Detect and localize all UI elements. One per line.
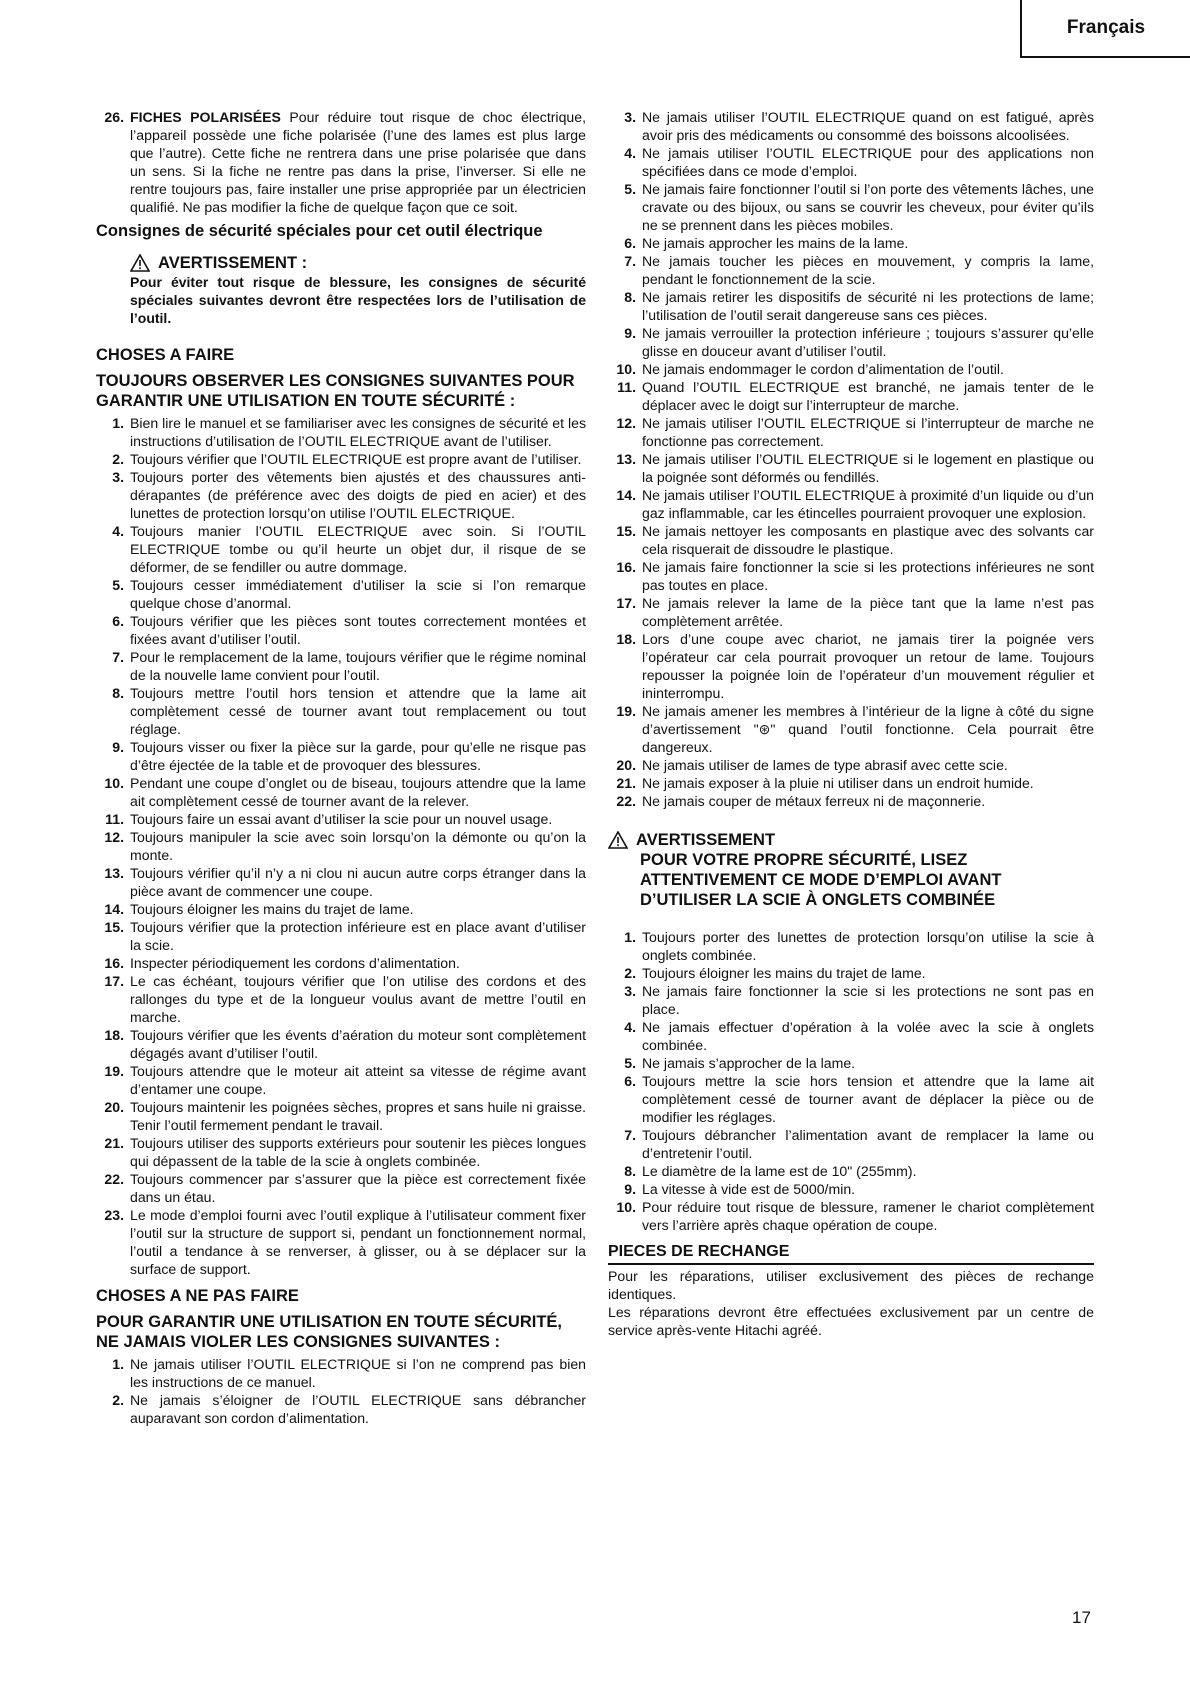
item-text: Ne jamais faire fonctionner l’outil si l’on porte des vêtements lâches, une cravate ou des bijoux, ou sans se couvrir les cheveux, pour éviter qu’ils ne se prennent dans les pièces mobiles. (642, 181, 1094, 233)
item-number: 2. (112, 1392, 124, 1408)
do-list-item (96, 1062, 586, 1098)
item-number: 15. (104, 919, 124, 935)
item-text: Inspecter périodiquement les cordons d’alimentation. (130, 955, 460, 971)
item-text: Toujours porter des vêtements bien ajustés et des chaussures anti-dérapantes (de préférence avec des doigts de pied en acier) et des lunettes de protection lorsqu’on utilise l’OUTIL ELECTRIQUE. (130, 469, 586, 521)
item-text: Ne jamais utiliser l’OUTIL ELECTRIQUE pour des applications non spécifiées dans ce mode d’emploi. (642, 145, 1094, 179)
item-text: Toujours attendre que le moteur ait atteint sa vitesse de régime avant d’entamer une coupe. (130, 1063, 586, 1097)
item-number: 8. (624, 1163, 636, 1179)
dont-list-item (608, 234, 1094, 252)
do-heading: CHOSES A FAIRE (96, 346, 235, 364)
saw-safety-list (608, 928, 1094, 1234)
item-text: Toujours mettre la scie hors tension et attendre que la lame ait complètement cessé de tourner avant de déplacer la pièce ou de modifier les réglages. (642, 1073, 1094, 1125)
item-number: 12. (616, 415, 636, 431)
dont-list-item (608, 360, 1094, 378)
dont-list-item (608, 288, 1094, 324)
dont-list-continued (608, 108, 1094, 810)
item-number: 3. (624, 109, 636, 125)
item-text: Toujours maintenir les poignées sèches, propres et sans huile ni graisse. Tenir l’outil fermement pendant le travail. (130, 1099, 586, 1133)
do-list-item (96, 576, 586, 612)
item-text: Ne jamais utiliser l’OUTIL ELECTRIQUE si le logement en plastique ou la poignée sont déformés ou fendillés. (642, 451, 1094, 485)
item-text: Ne jamais s’éloigner de l’OUTIL ELECTRIQUE sans débrancher auparavant son cordon d’alimentation. (130, 1392, 586, 1426)
item-text: Le diamètre de la lame est de 10" (255mm). (642, 1163, 917, 1179)
item-number: 10. (616, 1199, 636, 1215)
list-item-26 (96, 108, 586, 216)
warning-triangle-icon (130, 254, 150, 272)
item-number: 11. (617, 379, 636, 395)
item-number: 5. (112, 577, 124, 593)
item-number: 11. (105, 811, 124, 827)
item-text: Ne jamais amener les membres à l’intérieur de la ligne à côté du signe d’avertissement "⊛" quand l’outil fonctionne. Cela pourrait être dangereux. (642, 703, 1094, 755)
dont-list-item (608, 630, 1094, 702)
item-text: Pendant une coupe d’onglet ou de biseau, toujours attendre que la lame ait complètement cessé de tourner avant de la relever. (130, 775, 586, 809)
item-number: 6. (112, 613, 124, 629)
parts-paragraph-2: Les réparations devront être effectuées exclusivement par un centre de service après-vente Hitachi agréé. (608, 1304, 1094, 1338)
saw-list-item (608, 1018, 1094, 1054)
item-number: 2. (112, 451, 124, 467)
dont-list-item (608, 180, 1094, 234)
item-number: 22. (616, 793, 636, 809)
parts-paragraph-1: Pour les réparations, utiliser exclusivement des pièces de rechange identiques. (608, 1268, 1094, 1302)
item-number: 6. (624, 235, 636, 251)
warning-triangle-icon (608, 831, 628, 849)
dont-list-item (608, 522, 1094, 558)
dont-list-item (608, 378, 1094, 414)
saw-list-item (608, 1198, 1094, 1234)
item-number: 3. (624, 983, 636, 999)
item-number: 14. (104, 901, 124, 917)
item-text (130, 108, 586, 216)
item-number: 12. (104, 829, 124, 845)
item-text: Toujours faire un essai avant d’utiliser la scie pour un nouvel usage. (130, 811, 553, 827)
do-list-item (96, 810, 586, 828)
item-number: 1. (112, 415, 124, 431)
item-text: Toujours vérifier que l’OUTIL ELECTRIQUE est propre avant de l’utiliser. (130, 451, 582, 467)
do-list-item (96, 414, 586, 450)
saw-list-item (608, 1072, 1094, 1126)
item-number: 22. (104, 1171, 124, 1187)
do-list-item (96, 900, 586, 918)
dont-list-item (608, 774, 1094, 792)
item-number: 16. (104, 955, 124, 971)
item-text: Toujours commencer par s’assurer que la pièce est correctement fixée dans un étau. (130, 1171, 586, 1205)
item-text: Ne jamais faire fonctionner la scie si les protections ne sont pas en place. (642, 983, 1094, 1017)
item-text: Bien lire le manuel et se familiariser avec les consignes de sécurité et les instructions d’utilisation de l’OUTIL ELECTRIQUE avant de l’utiliser. (130, 415, 586, 449)
warning-heading-2 (608, 830, 1094, 850)
item-text: Toujours cesser immédiatement d’utiliser la scie si l’on remarque quelque chose d’anormal. (130, 577, 586, 611)
item-number: 26. (104, 109, 124, 125)
item-number: 7. (112, 649, 124, 665)
item-text: Ne jamais effectuer d’opération à la volée avec la scie à onglets combinée. (642, 1019, 1094, 1053)
warning-label: AVERTISSEMENT (636, 831, 776, 849)
item-text: Toujours débrancher l’alimentation avant de remplacer la lame ou d’entretenir l’outil. (642, 1127, 1094, 1161)
warning-text-2: POUR VOTRE PROPRE SÉCURITÉ, LISEZ ATTENTIVEMENT CE MODE D’EMPLOI AVANT D’UTILISER LA SCIE À ONGLETS COMBINÉE (640, 851, 1002, 909)
saw-list-item (608, 964, 1094, 982)
item-text: Ne jamais approcher les mains de la lame. (642, 235, 909, 251)
warning-text: Pour éviter tout risque de blessure, les consignes de sécurité spéciales suivantes devront être respectées lors de l’utilisation de l’outil. (130, 274, 586, 326)
do-subheading: TOUJOURS OBSERVER LES CONSIGNES SUIVANTES POUR GARANTIR UNE UTILISATION EN TOUTE SÉCURITÉ : (96, 372, 575, 410)
item-number: 7. (624, 1127, 636, 1143)
item-text: Ne jamais faire fonctionner la scie si les protections inférieures ne sont pas toutes en place. (642, 559, 1094, 593)
item-text: Toujours visser ou fixer la pièce sur la garde, pour qu’elle ne risque pas d’être éjectée de la table et de provoquer des blessures. (130, 739, 586, 773)
item-number: 19. (104, 1063, 124, 1079)
do-list-item (96, 972, 586, 1026)
do-list-item (96, 522, 586, 576)
saw-list-item (608, 1054, 1094, 1072)
item-text: Toujours vérifier que la protection inférieure est en place avant d’utiliser la scie. (130, 919, 586, 953)
item-text: Toujours éloigner les mains du trajet de lame. (130, 901, 414, 917)
item-number: 4. (112, 523, 124, 539)
item-text: Toujours éloigner les mains du trajet de lame. (642, 965, 926, 981)
do-list-item (96, 1134, 586, 1170)
item-text: Toujours vérifier que les évents d’aération du moteur sont complètement dégagés avant d’utiliser l’outil. (130, 1027, 586, 1061)
item-number: 9. (624, 1181, 636, 1197)
parts-heading: PIECES DE RECHANGE (608, 1242, 1094, 1265)
saw-list-item (608, 1162, 1094, 1180)
item-number: 8. (624, 289, 636, 305)
item-text: Ne jamais toucher les pièces en mouvement, y compris la lame, pendant le fonctionnement de la scie. (642, 253, 1094, 287)
item-number: 10. (616, 361, 636, 377)
do-list-item (96, 1170, 586, 1206)
do-list-item (96, 648, 586, 684)
item-text: Ne jamais s’approcher de la lame. (642, 1055, 856, 1071)
item-text: Ne jamais utiliser l’OUTIL ELECTRIQUE à proximité d’un liquide ou d’un gaz inflammable, car les étincelles pourraient provoquer une explosion. (642, 487, 1094, 521)
saw-list-item (608, 928, 1094, 964)
dont-list-item (608, 594, 1094, 630)
page-number: 17 (1072, 1608, 1091, 1627)
item-text: Toujours porter des lunettes de protection lorsqu’on utilise la scie à onglets combinée. (642, 929, 1094, 963)
item-number: 23. (104, 1207, 124, 1223)
dont-list-item (608, 252, 1094, 288)
item-text: Ne jamais utiliser de lames de type abrasif avec cette scie. (642, 757, 1008, 773)
item-number: 9. (112, 739, 124, 755)
item-text: Ne jamais endommager le cordon d’alimentation de l’outil. (642, 361, 1004, 377)
left-column (96, 108, 586, 1427)
item-text: Pour réduire tout risque de blessure, ramener le chariot complètement vers l’arrière après chaque opération de coupe. (642, 1199, 1094, 1233)
item-text: Toujours mettre l’outil hors tension et attendre que la lame ait complètement cessé de tourner avant tout remplacement ou tout réglage. (130, 685, 586, 737)
language-tab (1020, 0, 1190, 58)
item-number: 17. (616, 595, 636, 611)
item-number: 1. (112, 1356, 124, 1372)
item-number: 2. (624, 965, 636, 981)
do-list-item (96, 918, 586, 954)
item-text: Toujours vérifier que les pièces sont toutes correctement montées et fixées avant d’utiliser l’outil. (130, 613, 586, 647)
do-list-item (96, 828, 586, 864)
item-text: Ne jamais exposer à la pluie ni utiliser dans un endroit humide. (642, 775, 1034, 791)
dont-list-item (608, 702, 1094, 756)
item-text: La vitesse à vide est de 5000/min. (642, 1181, 856, 1197)
item-number: 20. (104, 1099, 124, 1115)
item-number: 16. (616, 559, 636, 575)
do-list-item (96, 774, 586, 810)
item-text: Toujours manipuler la scie avec soin lorsqu’on la démonte ou qu’on la monte. (130, 829, 586, 863)
do-list-item (96, 1026, 586, 1062)
item-number: 13. (616, 451, 636, 467)
do-list-item (96, 864, 586, 900)
item-text: Toujours manier l’OUTIL ELECTRIQUE avec soin. Si l’OUTIL ELECTRIQUE tombe ou qu’il heurte un objet dur, il risque de se déformer, de se fendiller ou autre dommage. (130, 523, 586, 575)
dont-list-item (608, 450, 1094, 486)
warning-label: AVERTISSEMENT : (158, 254, 308, 272)
item-text: Toujours utiliser des supports extérieurs pour soutenir les pièces longues qui dépassent de la table de la scie à onglets combinée. (130, 1135, 586, 1169)
item-number: 19. (616, 703, 636, 719)
item-text: Le cas échéant, toujours vérifier que l’on utilise des cordons et des rallonges du type et de la longueur voulus avant de mettre l’outil en marche. (130, 973, 586, 1025)
item-number: 20. (616, 757, 636, 773)
dont-list-item (608, 324, 1094, 360)
item-text: Ne jamais retirer les dispositifs de sécurité ni les protections de lame; l’utilisation de l’outil serait dangereuse sans ces pièces. (642, 289, 1094, 323)
item-text: Lors d’une coupe avec chariot, ne jamais tirer la poignée vers l’opérateur car cela pourrait provoquer un retour de lame. Toujours repousser la poignée loin de l’opérateur d’un mouvement régulier et ininterrompu. (642, 631, 1094, 701)
item-number: 8. (112, 685, 124, 701)
dont-list (96, 1355, 586, 1427)
dont-list-item (608, 756, 1094, 774)
special-safety-heading: Consignes de sécurité spéciales pour cet outil électrique (96, 222, 543, 240)
do-list-item (96, 468, 586, 522)
dont-list-item (608, 144, 1094, 180)
item-number: 5. (624, 1055, 636, 1071)
warning-heading (130, 253, 586, 273)
item-number: 9. (624, 325, 636, 341)
dont-list-item (608, 414, 1094, 450)
item-body: Pour réduire tout risque de choc électrique, l’appareil possède une fiche polarisée (l’une des lames est plus large que l’autre). Cette fiche ne rentrera dans une prise polarisée que dans un sens. Si la fiche ne rentre pas dans la prise, l’inverser. Si elle ne rentre toujours pas, faire installer une prise appropriée par un électricien qualifié. Ne pas modifier la fiche de quelque façon que ce soit. (130, 109, 586, 215)
item-number: 18. (104, 1027, 124, 1043)
right-column (608, 108, 1094, 1339)
item-text: Toujours vérifier qu’il n’y a ni clou ni aucun autre corps étranger dans la pièce avant de commencer une coupe. (130, 865, 586, 899)
do-list-item (96, 1206, 586, 1278)
do-list-item (96, 1098, 586, 1134)
do-list-item (96, 450, 586, 468)
item-number: 3. (112, 469, 124, 485)
item-text: Ne jamais utiliser l’OUTIL ELECTRIQUE quand on est fatigué, après avoir pris des médicaments ou consommé des boissons alcoolisées. (642, 109, 1094, 143)
dont-list-item (608, 108, 1094, 144)
do-list-item (96, 954, 586, 972)
item-number: 21. (616, 775, 636, 791)
item-text: Ne jamais relever la lame de la pièce tant que la lame n’est pas complètement arrêtée. (642, 595, 1094, 629)
item-text: Ne jamais utiliser l’OUTIL ELECTRIQUE si l’on ne comprend pas bien les instructions de ce manuel. (130, 1356, 586, 1390)
dont-list-item (96, 1391, 586, 1427)
item-text: Ne jamais couper de métaux ferreux ni de maçonnerie. (642, 793, 986, 809)
item-number: 14. (616, 487, 636, 503)
item-number: 4. (624, 145, 636, 161)
do-list-item (96, 738, 586, 774)
item-text: Le mode d’emploi fourni avec l’outil explique à l’utilisateur comment fixer l’outil sur la structure de support si, pendant un fonctionnement normal, l’outil a tendance à se renverser, à glisser, ou à se déplacer sur la surface de support. (130, 1207, 586, 1277)
dont-list-item (96, 1355, 586, 1391)
item-number: 7. (624, 253, 636, 269)
item-number: 1. (624, 929, 636, 945)
do-list-item (96, 612, 586, 648)
do-list-item (96, 684, 586, 738)
item-text: Ne jamais verrouiller la protection inférieure ; toujours s’assurer qu’elle glisse en douceur avant d’utiliser l’outil. (642, 325, 1094, 359)
item-number: 21. (104, 1135, 124, 1151)
item-text: Pour le remplacement de la lame, toujours vérifier que le régime nominal de la nouvelle lame convient pour l’outil. (130, 649, 586, 683)
saw-list-item (608, 1126, 1094, 1162)
item-number: 13. (104, 865, 124, 881)
dont-subheading: POUR GARANTIR UNE UTILISATION EN TOUTE SÉCURITÉ, NE JAMAIS VIOLER LES CONSIGNES SUIVANTES : (96, 1313, 562, 1351)
item-number: 6. (624, 1073, 636, 1089)
item-number: 15. (616, 523, 636, 539)
language-label: Français (1066, 17, 1146, 38)
item-number: 4. (624, 1019, 636, 1035)
dont-list-item (608, 558, 1094, 594)
item-title: FICHES POLARISÉES (130, 109, 281, 125)
dont-list-item (608, 486, 1094, 522)
item-number: 5. (624, 181, 636, 197)
item-number: 10. (104, 775, 124, 791)
item-text: Ne jamais utiliser l’OUTIL ELECTRIQUE si l’interrupteur de marche ne fonctionne pas correctement. (642, 415, 1094, 449)
dont-list-item (608, 792, 1094, 810)
item-number: 17. (104, 973, 124, 989)
saw-list-item (608, 1180, 1094, 1198)
item-text: Ne jamais nettoyer les composants en plastique avec des solvants car cela risquerait de dissoudre le plastique. (642, 523, 1094, 557)
item-number: 18. (616, 631, 636, 647)
do-list (96, 414, 586, 1278)
item-text: Quand l’OUTIL ELECTRIQUE est branché, ne jamais tenter de le déplacer avec le doigt sur l’interrupteur de marche. (642, 379, 1094, 413)
saw-list-item (608, 982, 1094, 1018)
dont-heading: CHOSES A NE PAS FAIRE (96, 1287, 299, 1305)
